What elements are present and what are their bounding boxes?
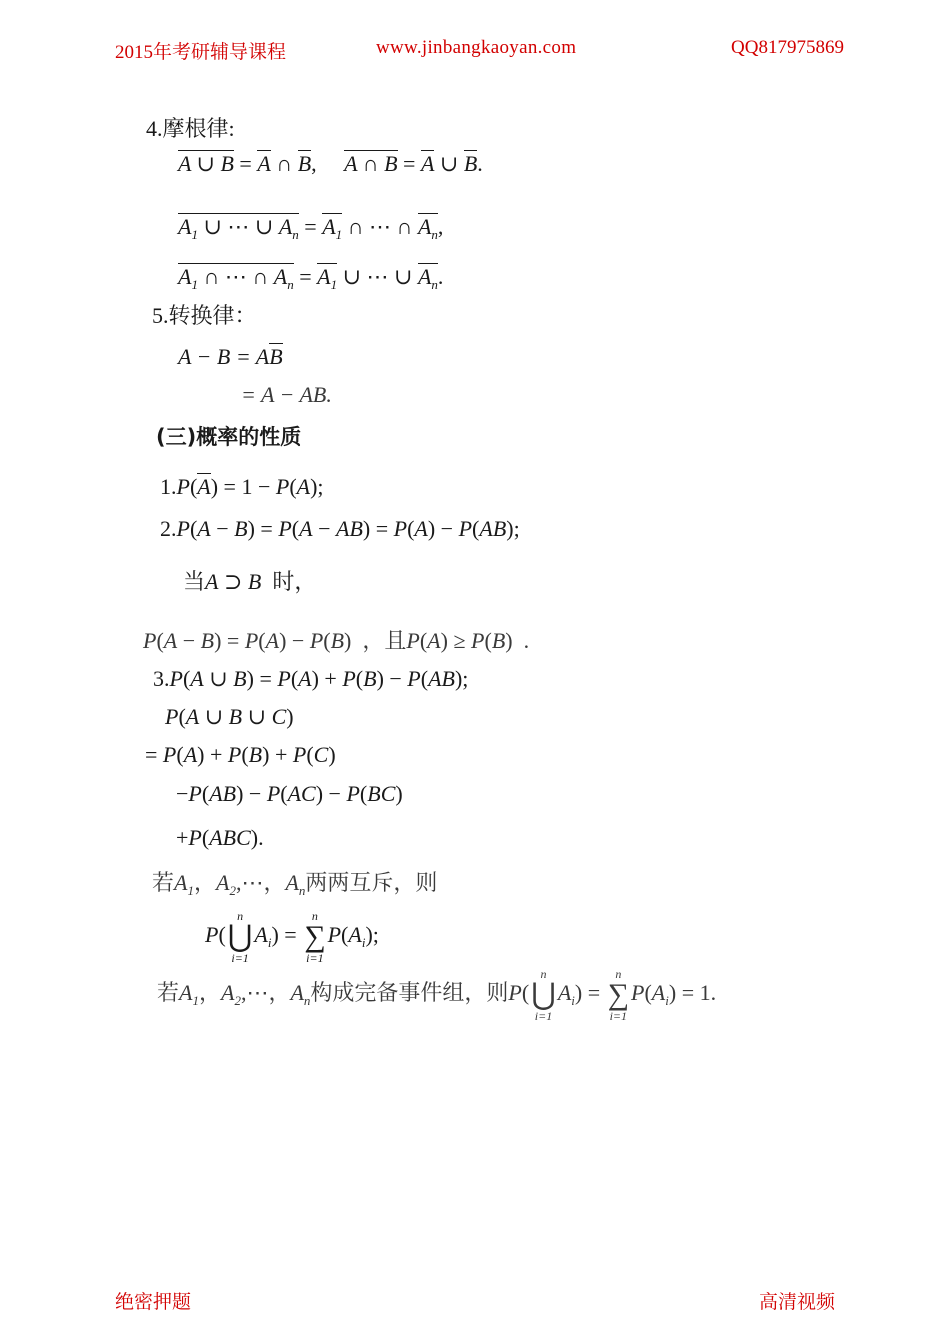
complete-group-formula: 若$A_1$，$A_2,\cdots$，$A_n$构成完备事件组，则P( n ⋃ i=1 $A_i$) = n ∑ i=1 $P(A_i) = 1$. [157, 967, 717, 1023]
section-heading: (三)概率的性质 [156, 425, 302, 449]
demorgan-formula-1: A ∪ B = A ∩ B, A ∩ B = A ∪ B. [178, 151, 483, 176]
when-prefix: 当 [183, 569, 206, 594]
subset-result: P(A − B) = P(A) − P(B) ，且P(A) ≥ P(B) . [143, 628, 530, 653]
conversion-formula-1: A − B = AB [178, 344, 283, 369]
mutex-suffix: 两两互斥，则 [305, 870, 438, 895]
item5-label: 5.转换律： [152, 303, 257, 328]
conversion-formula-2: = A − AB. [241, 382, 332, 407]
union-three-line-4: +P(ABC). [176, 825, 264, 850]
union-three-line-1: P(A ∪ B ∪ C) [165, 704, 294, 729]
complete-prefix: 若 [157, 980, 180, 1006]
mutex-formula: P( n ⋃ i=1 $A_i$) = n ∑ i=1 $P(A_i)$; [205, 909, 379, 965]
item4-label: 4.摩根律: [146, 116, 235, 141]
union-three-line-3: −P(AB) − P(AC) − P(BC) [176, 781, 403, 806]
when-suffix: 时， [272, 569, 317, 594]
mutex-condition: 若$A_1$，$A_2,\cdots$，$A_n$两两互斥，则 [152, 870, 438, 898]
demorgan-formula-2: $A_1$ ∪ ⋯ ∪ $A_n = A_1$ ∩ ⋯ ∩ $A_n$, [178, 214, 444, 242]
footer-left: 绝密押题 [115, 1292, 192, 1313]
header-website[interactable]: www.jinbangkaoyan.com [376, 37, 577, 58]
header-qq: QQ817975869 [731, 37, 844, 58]
header-course-title: 2015年考研辅导课程 [115, 42, 287, 63]
subset-condition: 当A ⊃ B 时， [183, 569, 317, 594]
footer-right: 高清视频 [759, 1292, 836, 1313]
complete-mid: 构成完备事件组，则 [310, 980, 509, 1006]
union-three-line-2: = P(A) + P(B) + P(C) [145, 742, 336, 767]
and-text: ，且 [362, 628, 407, 653]
property-1: 1.P(A) = 1 − P(A); [160, 474, 324, 499]
property-3: 3.P(A ∪ B) = P(A) + P(B) − P(AB); [153, 666, 469, 691]
mutex-prefix: 若 [152, 870, 175, 895]
demorgan-formula-3: $A_1$ ∩ ⋯ ∩ $A_n = A_1$ ∪ ⋯ ∪ $A_n$. [178, 264, 444, 292]
property-2: 2.P(A − B) = P(A − AB) = P(A) − P(AB); [160, 516, 520, 541]
